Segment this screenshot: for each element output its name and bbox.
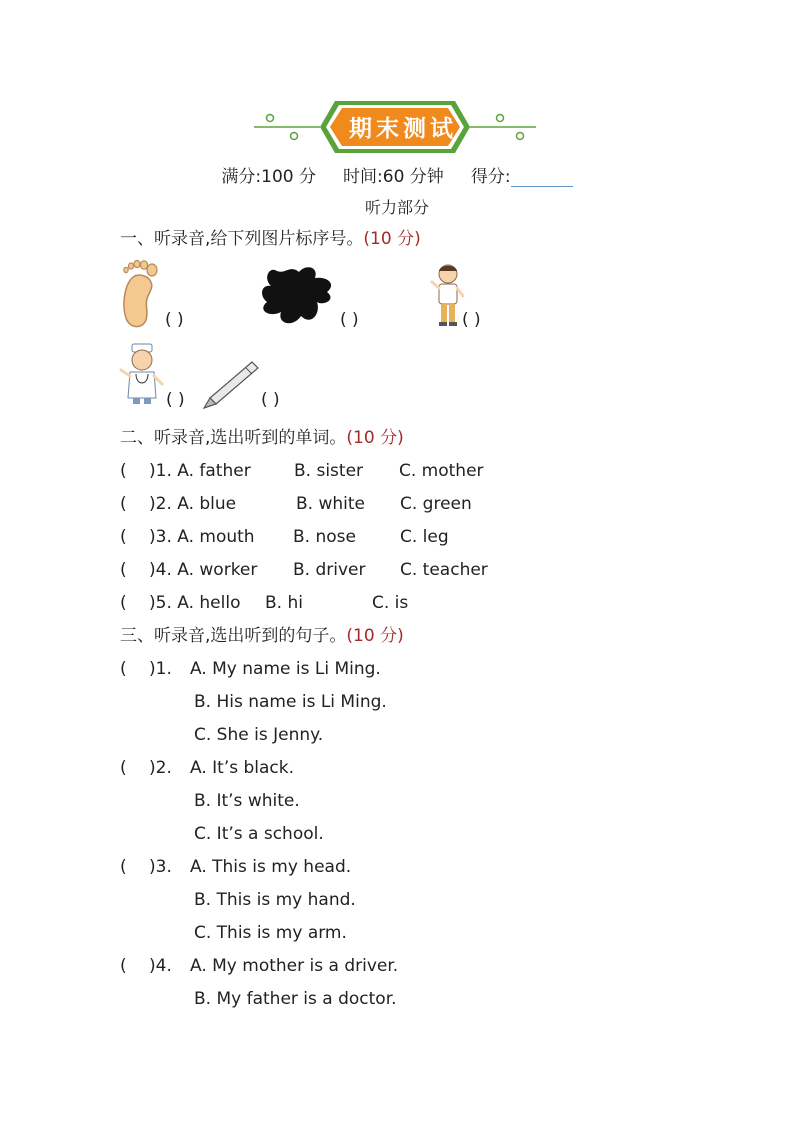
full-score: 满分:100 分 xyxy=(221,167,317,187)
picture-blank-5[interactable]: ( ) xyxy=(261,390,280,410)
score-blank[interactable] xyxy=(511,166,573,187)
picture-blank-4[interactable]: ( ) xyxy=(166,390,185,410)
sentence-option: B. It’s white. xyxy=(194,791,300,811)
sentence-option: C. She is Jenny. xyxy=(194,725,324,745)
section1-heading: 一、听录音,给下列图片标序号。(10 分) xyxy=(120,229,421,249)
foot-icon xyxy=(118,256,166,330)
picture-blank-3[interactable]: ( ) xyxy=(462,310,481,330)
doctor-icon xyxy=(118,342,166,408)
boy-icon xyxy=(430,262,466,328)
section3-heading: 三、听录音,选出听到的句子。(10 分) xyxy=(120,626,404,646)
title-char: 测 xyxy=(403,116,426,142)
sentence-option: B. This is my hand. xyxy=(194,890,356,910)
title-char: 期 xyxy=(349,116,372,142)
title-char: 末 xyxy=(376,116,399,142)
title-char: 试 xyxy=(430,116,453,142)
picture-blank-1[interactable]: ( ) xyxy=(165,310,184,330)
sentence-option: C. This is my arm. xyxy=(194,923,347,943)
ink-blot-icon xyxy=(257,262,339,328)
section-subtitle: 听力部分 xyxy=(364,198,429,217)
exam-time: 时间:60 分钟 xyxy=(343,167,444,187)
exam-meta xyxy=(0,162,794,187)
section2-heading: 二、听录音,选出听到的单词。(10 分) xyxy=(120,428,404,448)
sentence-option: B. His name is Li Ming. xyxy=(194,692,387,712)
picture-blank-2[interactable]: ( ) xyxy=(340,310,359,330)
score-label: 得分: xyxy=(470,167,511,187)
pen-icon xyxy=(200,356,264,410)
sentence-option: C. It’s a school. xyxy=(194,824,324,844)
sentence-option: B. My father is a doctor. xyxy=(194,989,397,1009)
title-banner xyxy=(250,96,540,158)
